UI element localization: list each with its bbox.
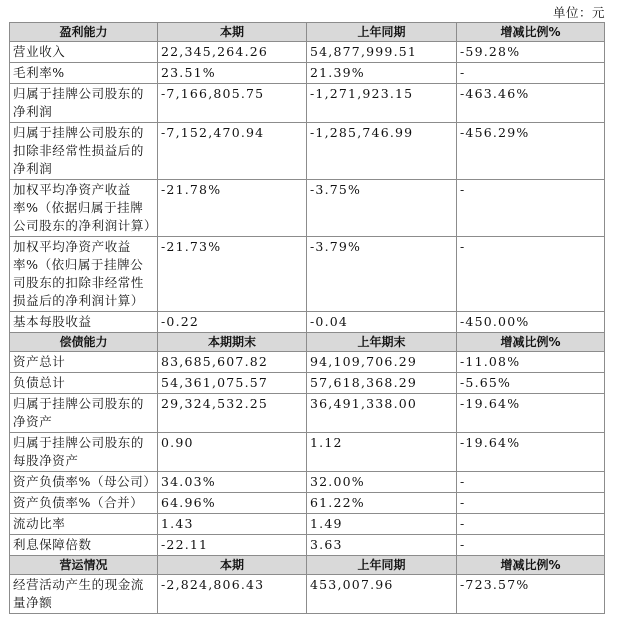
section-header-profitability xyxy=(10,23,605,42)
cell-previous: 1.49 xyxy=(307,514,457,535)
cell-previous: 61.22% xyxy=(307,493,457,514)
header-cell: 本期 xyxy=(158,23,307,42)
row-label: 归属于挂牌公司股东的每股净资产 xyxy=(10,433,158,472)
unit-label: 单位：元 xyxy=(552,5,605,20)
cell-change: -456.29% xyxy=(457,123,605,180)
cell-current: -2,824,806.43 xyxy=(158,575,307,614)
table-row xyxy=(10,63,605,84)
table-row xyxy=(10,42,605,63)
row-label: 经营活动产生的现金流量净额 xyxy=(10,575,158,614)
cell-previous: 3.63 xyxy=(307,535,457,556)
cell-change: -59.28% xyxy=(457,42,605,63)
table-row xyxy=(10,433,605,472)
row-label: 归属于挂牌公司股东的扣除非经常性损益后的净利润 xyxy=(10,123,158,180)
row-label: 流动比率 xyxy=(10,514,158,535)
row-label: 资产负债率%（母公司） xyxy=(10,472,158,493)
cell-change: - xyxy=(457,63,605,84)
cell-current: 0.90 xyxy=(158,433,307,472)
cell-current: 54,361,075.57 xyxy=(158,373,307,394)
row-label: 营业收入 xyxy=(10,42,158,63)
table-row xyxy=(10,535,605,556)
cell-change: -450.00% xyxy=(457,312,605,333)
header-cell: 增减比例% xyxy=(457,556,605,575)
cell-current: 29,324,532.25 xyxy=(158,394,307,433)
section-header-operations xyxy=(10,556,605,575)
table-row xyxy=(10,514,605,535)
cell-change: -5.65% xyxy=(457,373,605,394)
row-label: 归属于挂牌公司股东的净利润 xyxy=(10,84,158,123)
cell-change: - xyxy=(457,237,605,312)
cell-change: -463.46% xyxy=(457,84,605,123)
cell-change: -19.64% xyxy=(457,433,605,472)
header-cell: 上年同期 xyxy=(307,23,457,42)
row-label: 毛利率% xyxy=(10,63,158,84)
cell-current: -7,166,805.75 xyxy=(158,84,307,123)
cell-previous: 1.12 xyxy=(307,433,457,472)
cell-change: - xyxy=(457,493,605,514)
cell-previous: 453,007.96 xyxy=(307,575,457,614)
section-header-solvency xyxy=(10,333,605,352)
cell-change: - xyxy=(457,535,605,556)
table-row xyxy=(10,237,605,312)
row-label: 利息保障倍数 xyxy=(10,535,158,556)
table-row xyxy=(10,180,605,237)
header-cell: 偿债能力 xyxy=(10,333,158,352)
header-cell: 本期期末 xyxy=(158,333,307,352)
cell-current: 64.96% xyxy=(158,493,307,514)
cell-previous: -3.75% xyxy=(307,180,457,237)
cell-change: -19.64% xyxy=(457,394,605,433)
cell-previous: 54,877,999.51 xyxy=(307,42,457,63)
cell-change: -723.57% xyxy=(457,575,605,614)
cell-previous: -0.04 xyxy=(307,312,457,333)
row-label: 负债总计 xyxy=(10,373,158,394)
cell-current: 1.43 xyxy=(158,514,307,535)
header-cell: 增减比例% xyxy=(457,23,605,42)
header-cell: 营运情况 xyxy=(10,556,158,575)
cell-previous: 32.00% xyxy=(307,472,457,493)
table-row xyxy=(10,312,605,333)
cell-change: -11.08% xyxy=(457,352,605,373)
header-cell: 上年期末 xyxy=(307,333,457,352)
cell-change: - xyxy=(457,180,605,237)
cell-current: 83,685,607.82 xyxy=(158,352,307,373)
table-row xyxy=(10,493,605,514)
cell-current: -0.22 xyxy=(158,312,307,333)
table-row xyxy=(10,472,605,493)
cell-current: -21.73% xyxy=(158,237,307,312)
financial-indicators-table xyxy=(9,22,605,614)
cell-previous: -1,285,746.99 xyxy=(307,123,457,180)
row-label: 加权平均净资产收益率%（依据归属于挂牌公司股东的净利润计算） xyxy=(10,180,158,237)
cell-current: -7,152,470.94 xyxy=(158,123,307,180)
row-label: 加权平均净资产收益率%（依归属于挂牌公司股东的扣除非经常性损益后的净利润计算） xyxy=(10,237,158,312)
cell-previous: -3.79% xyxy=(307,237,457,312)
row-label: 资产总计 xyxy=(10,352,158,373)
table-row xyxy=(10,575,605,614)
cell-current: -22.11 xyxy=(158,535,307,556)
cell-previous: 36,491,338.00 xyxy=(307,394,457,433)
table-row xyxy=(10,394,605,433)
row-label: 基本每股收益 xyxy=(10,312,158,333)
table-row xyxy=(10,352,605,373)
cell-current: 23.51% xyxy=(158,63,307,84)
cell-previous: -1,271,923.15 xyxy=(307,84,457,123)
cell-previous: 94,109,706.29 xyxy=(307,352,457,373)
cell-change: - xyxy=(457,514,605,535)
table-row xyxy=(10,84,605,123)
table-row xyxy=(10,123,605,180)
cell-current: 22,345,264.26 xyxy=(158,42,307,63)
header-cell: 本期 xyxy=(158,556,307,575)
cell-change: - xyxy=(457,472,605,493)
header-cell: 增减比例% xyxy=(457,333,605,352)
table-row xyxy=(10,373,605,394)
header-cell: 上年同期 xyxy=(307,556,457,575)
header-cell: 盈利能力 xyxy=(10,23,158,42)
row-label: 资产负债率%（合并） xyxy=(10,493,158,514)
cell-current: -21.78% xyxy=(158,180,307,237)
cell-current: 34.03% xyxy=(158,472,307,493)
row-label: 归属于挂牌公司股东的净资产 xyxy=(10,394,158,433)
cell-previous: 21.39% xyxy=(307,63,457,84)
cell-previous: 57,618,368.29 xyxy=(307,373,457,394)
